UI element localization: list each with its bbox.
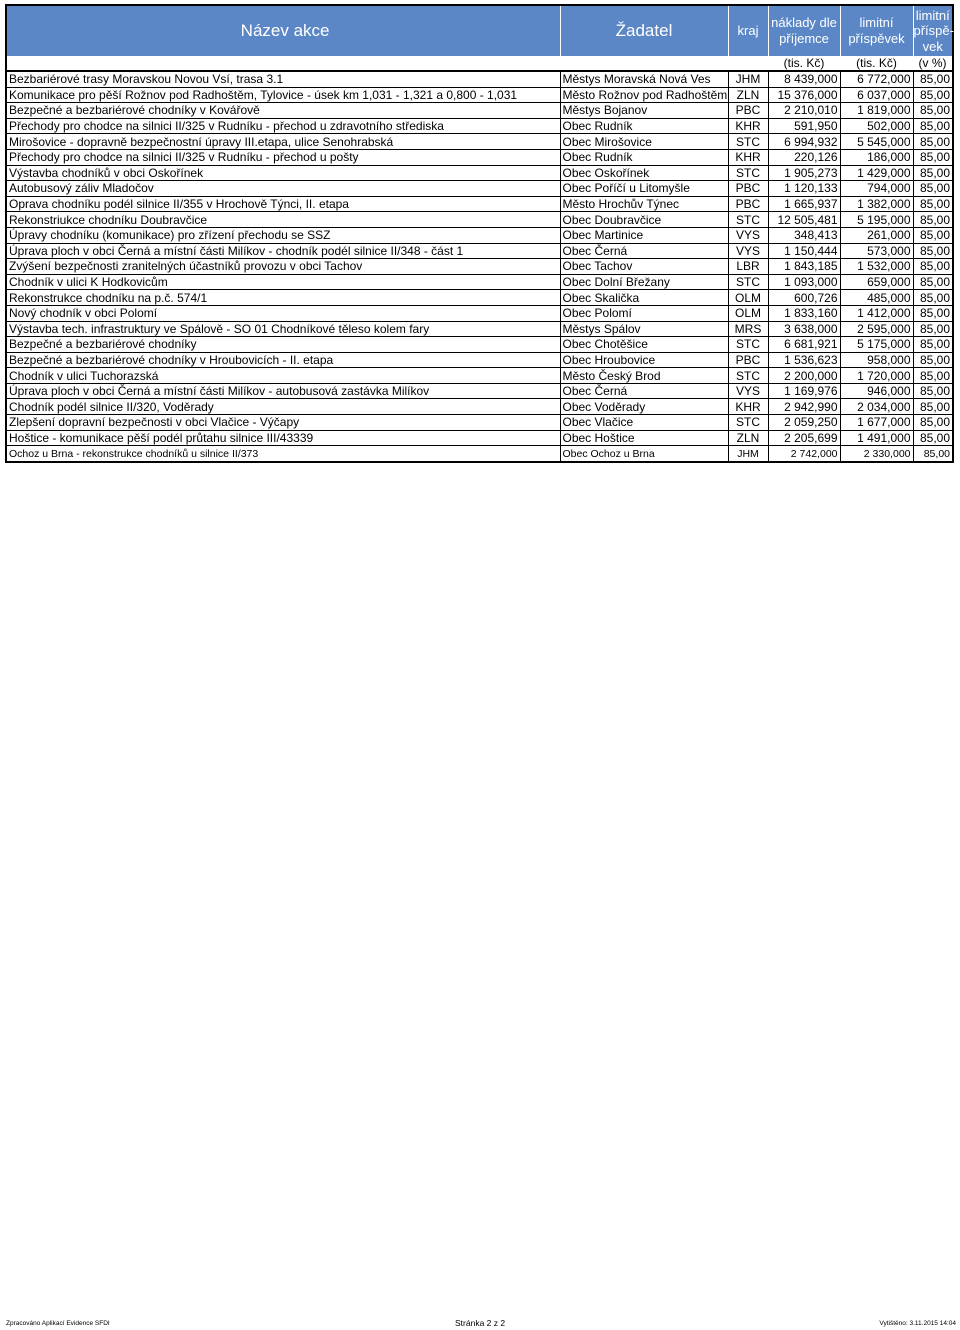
cell-kraj: KHR xyxy=(728,149,768,165)
table-row xyxy=(6,274,953,290)
table-row xyxy=(6,87,953,103)
cell-zadatel: Obec Oskořínek xyxy=(560,165,728,181)
cell-akce: Výstavba tech. infrastruktury ve Spálově - SO 01 Chodníkové těleso kolem fary xyxy=(6,321,560,337)
cell-pct: 85,00 xyxy=(913,71,953,87)
cell-naklady: 1 833,160 xyxy=(768,305,840,321)
cell-naklady: 15 376,000 xyxy=(768,87,840,103)
unit-limitni: (tis. Kč) xyxy=(840,56,913,71)
cell-pct: 85,00 xyxy=(913,196,953,212)
unit-empty-1 xyxy=(6,56,560,71)
cell-naklady: 348,413 xyxy=(768,227,840,243)
cell-akce: Bezpečné a bezbariérové chodníky v Kovářově xyxy=(6,103,560,119)
unit-pct: (v %) xyxy=(913,56,953,71)
table-row xyxy=(6,149,953,165)
cell-zadatel: Obec Černá xyxy=(560,383,728,399)
cell-pct: 85,00 xyxy=(913,212,953,228)
cell-naklady: 1 093,000 xyxy=(768,274,840,290)
cell-akce: Hoštice - komunikace pěší podél průtahu silnice III/43339 xyxy=(6,430,560,446)
footer-printed: Vytištěno: 3.11.2015 14:04 xyxy=(879,1320,956,1327)
cell-naklady: 1 843,185 xyxy=(768,259,840,275)
cell-akce: Nový chodník v obci Polomí xyxy=(6,305,560,321)
cell-kraj: ZLN xyxy=(728,87,768,103)
cell-limit: 1 677,000 xyxy=(840,415,913,431)
cell-akce: Výstavba chodníků v obci Oskořínek xyxy=(6,165,560,181)
cell-kraj: STC xyxy=(728,368,768,384)
cell-limit: 502,000 xyxy=(840,118,913,134)
table-row xyxy=(6,103,953,119)
cell-limit: 946,000 xyxy=(840,383,913,399)
table-row xyxy=(6,290,953,306)
unit-naklady: (tis. Kč) xyxy=(768,56,840,71)
cell-naklady: 1 536,623 xyxy=(768,352,840,368)
cell-zadatel: Obec Hroubovice xyxy=(560,352,728,368)
cell-pct: 85,00 xyxy=(913,134,953,150)
cell-limit: 1 532,000 xyxy=(840,259,913,275)
cell-pct: 85,00 xyxy=(913,290,953,306)
header-row xyxy=(6,5,953,56)
cell-kraj: JHM xyxy=(728,71,768,87)
cell-akce: Oprava chodníku podél silnice II/355 v Hrochově Týnci, II. etapa xyxy=(6,196,560,212)
unit-empty-3 xyxy=(728,56,768,71)
table-row xyxy=(6,196,953,212)
cell-limit: 5 195,000 xyxy=(840,212,913,228)
cell-kraj: KHR xyxy=(728,118,768,134)
cell-zadatel: Obec Poříčí u Litomyšle xyxy=(560,181,728,197)
table-row xyxy=(6,71,953,87)
cell-zadatel: Město Český Brod xyxy=(560,368,728,384)
cell-akce: Rekonstrukce chodníku na p.č. 574/1 xyxy=(6,290,560,306)
cell-naklady: 2 200,000 xyxy=(768,368,840,384)
cell-limit: 5 175,000 xyxy=(840,337,913,353)
cell-naklady: 2 742,000 xyxy=(768,446,840,462)
cell-pct: 85,00 xyxy=(913,305,953,321)
cell-limit: 1 491,000 xyxy=(840,430,913,446)
cell-kraj: STC xyxy=(728,165,768,181)
table-row xyxy=(6,227,953,243)
cell-zadatel: Město Rožnov pod Radhoštěm xyxy=(560,87,728,103)
cell-naklady: 1 905,273 xyxy=(768,165,840,181)
cell-kraj: VYS xyxy=(728,383,768,399)
cell-pct: 85,00 xyxy=(913,415,953,431)
cell-naklady: 600,726 xyxy=(768,290,840,306)
footer-left: Zpracováno Aplikací Evidence SFDI xyxy=(6,1320,110,1327)
table-row xyxy=(6,305,953,321)
cell-kraj: STC xyxy=(728,337,768,353)
cell-akce: Úprava ploch v obci Černá a místní části Milíkov - autobusová zastávka Milíkov xyxy=(6,383,560,399)
header-limitni-pct: limitní příspě-vek xyxy=(913,5,953,56)
cell-akce: Zlepšení dopravní bezpečnosti v obci Vlačice - Výčapy xyxy=(6,415,560,431)
cell-naklady: 8 439,000 xyxy=(768,71,840,87)
cell-kraj: STC xyxy=(728,134,768,150)
table-row xyxy=(6,415,953,431)
cell-zadatel: Obec Martinice xyxy=(560,227,728,243)
cell-naklady: 1 150,444 xyxy=(768,243,840,259)
cell-limit: 794,000 xyxy=(840,181,913,197)
cell-naklady: 6 994,932 xyxy=(768,134,840,150)
cell-akce: Zvýšení bezpečnosti zranitelných účastníků provozu v obci Tachov xyxy=(6,259,560,275)
cell-pct: 85,00 xyxy=(913,368,953,384)
table-row xyxy=(6,321,953,337)
cell-pct: 85,00 xyxy=(913,181,953,197)
cell-limit: 573,000 xyxy=(840,243,913,259)
cell-zadatel: Obec Voděrady xyxy=(560,399,728,415)
cell-limit: 5 545,000 xyxy=(840,134,913,150)
cell-kraj: PBC xyxy=(728,196,768,212)
cell-pct: 85,00 xyxy=(913,446,953,462)
cell-pct: 85,00 xyxy=(913,430,953,446)
cell-limit: 1 429,000 xyxy=(840,165,913,181)
units-row xyxy=(6,56,953,71)
table-row xyxy=(6,352,953,368)
cell-kraj: OLM xyxy=(728,290,768,306)
cell-kraj: STC xyxy=(728,212,768,228)
cell-naklady: 591,950 xyxy=(768,118,840,134)
cell-kraj: PBC xyxy=(728,103,768,119)
cell-zadatel: Obec Černá xyxy=(560,243,728,259)
cell-naklady: 2 210,010 xyxy=(768,103,840,119)
table-row xyxy=(6,243,953,259)
cell-naklady: 220,126 xyxy=(768,149,840,165)
cell-zadatel: Obec Polomí xyxy=(560,305,728,321)
cell-pct: 85,00 xyxy=(913,118,953,134)
header-akce: Název akce xyxy=(6,5,560,56)
cell-zadatel: Městys Moravská Nová Ves xyxy=(560,71,728,87)
table-row xyxy=(6,259,953,275)
cell-akce: Bezpečné a bezbariérové chodníky xyxy=(6,337,560,353)
cell-zadatel: Obec Rudník xyxy=(560,118,728,134)
cell-zadatel: Obec Vlačice xyxy=(560,415,728,431)
cell-limit: 659,000 xyxy=(840,274,913,290)
unit-empty-2 xyxy=(560,56,728,71)
cell-naklady: 1 665,937 xyxy=(768,196,840,212)
cell-zadatel: Obec Rudník xyxy=(560,149,728,165)
table-row xyxy=(6,399,953,415)
cell-naklady: 12 505,481 xyxy=(768,212,840,228)
cell-akce: Bezpečné a bezbariérové chodníky v Hroubovicích - II. etapa xyxy=(6,352,560,368)
cell-limit: 6 772,000 xyxy=(840,71,913,87)
cell-pct: 85,00 xyxy=(913,149,953,165)
cell-kraj: PBC xyxy=(728,352,768,368)
table-row xyxy=(6,430,953,446)
footer-page: Stránka 2 z 2 xyxy=(455,1318,506,1328)
cell-pct: 85,00 xyxy=(913,227,953,243)
cell-limit: 261,000 xyxy=(840,227,913,243)
cell-zadatel: Obec Dolní Břežany xyxy=(560,274,728,290)
table-row xyxy=(6,134,953,150)
cell-limit: 186,000 xyxy=(840,149,913,165)
cell-akce: Ochoz u Brna - rekonstrukce chodníků u silnice II/373 xyxy=(6,446,560,462)
cell-pct: 85,00 xyxy=(913,243,953,259)
cell-naklady: 1 169,976 xyxy=(768,383,840,399)
cell-pct: 85,00 xyxy=(913,321,953,337)
table-row xyxy=(6,368,953,384)
cell-pct: 85,00 xyxy=(913,399,953,415)
cell-zadatel: Obec Skalička xyxy=(560,290,728,306)
table-row xyxy=(6,446,953,462)
cell-limit: 485,000 xyxy=(840,290,913,306)
cell-akce: Přechody pro chodce na silnici II/325 v Rudníku - přechod u pošty xyxy=(6,149,560,165)
cell-zadatel: Obec Chotěšice xyxy=(560,337,728,353)
table-row xyxy=(6,181,953,197)
cell-pct: 85,00 xyxy=(913,274,953,290)
cell-akce: Chodník v ulici Tuchorazská xyxy=(6,368,560,384)
table-row xyxy=(6,118,953,134)
cell-kraj: STC xyxy=(728,415,768,431)
cell-kraj: JHM xyxy=(728,446,768,462)
table-row xyxy=(6,383,953,399)
cell-zadatel: Obec Tachov xyxy=(560,259,728,275)
cell-limit: 1 819,000 xyxy=(840,103,913,119)
cell-kraj: PBC xyxy=(728,181,768,197)
cell-zadatel: Obec Ochoz u Brna xyxy=(560,446,728,462)
cell-kraj: ZLN xyxy=(728,430,768,446)
cell-naklady: 1 120,133 xyxy=(768,181,840,197)
cell-kraj: MRS xyxy=(728,321,768,337)
cell-pct: 85,00 xyxy=(913,352,953,368)
cell-limit: 1 412,000 xyxy=(840,305,913,321)
cell-kraj: LBR xyxy=(728,259,768,275)
cell-akce: Úpravy chodníku (komunikace) pro zřízení přechodu se SSZ xyxy=(6,227,560,243)
projects-table xyxy=(5,4,954,463)
cell-naklady: 2 942,990 xyxy=(768,399,840,415)
cell-akce: Rekonstriukce chodníku Doubravčice xyxy=(6,212,560,228)
cell-akce: Chodník v ulici K Hodkovicům xyxy=(6,274,560,290)
cell-kraj: VYS xyxy=(728,243,768,259)
cell-zadatel: Městys Bojanov xyxy=(560,103,728,119)
cell-limit: 2 330,000 xyxy=(840,446,913,462)
cell-zadatel: Obec Doubravčice xyxy=(560,212,728,228)
cell-zadatel: Městys Spálov xyxy=(560,321,728,337)
cell-akce: Chodník podél silnice II/320, Voděrady xyxy=(6,399,560,415)
cell-limit: 2 595,000 xyxy=(840,321,913,337)
table-row xyxy=(6,337,953,353)
header-limitni: limitní příspěvek xyxy=(840,5,913,56)
cell-kraj: KHR xyxy=(728,399,768,415)
cell-zadatel: Město Hrochův Týnec xyxy=(560,196,728,212)
table-body xyxy=(6,71,953,462)
cell-zadatel: Obec Hoštice xyxy=(560,430,728,446)
cell-kraj: OLM xyxy=(728,305,768,321)
cell-kraj: STC xyxy=(728,274,768,290)
cell-kraj: VYS xyxy=(728,227,768,243)
cell-limit: 6 037,000 xyxy=(840,87,913,103)
cell-naklady: 2 059,250 xyxy=(768,415,840,431)
cell-pct: 85,00 xyxy=(913,87,953,103)
cell-pct: 85,00 xyxy=(913,383,953,399)
cell-naklady: 3 638,000 xyxy=(768,321,840,337)
cell-naklady: 6 681,921 xyxy=(768,337,840,353)
cell-limit: 1 720,000 xyxy=(840,368,913,384)
table-row xyxy=(6,212,953,228)
cell-limit: 958,000 xyxy=(840,352,913,368)
cell-akce: Autobusový záliv Mladočov xyxy=(6,181,560,197)
cell-limit: 2 034,000 xyxy=(840,399,913,415)
cell-akce: Bezbariérové trasy Moravskou Novou Vsí, trasa 3.1 xyxy=(6,71,560,87)
cell-pct: 85,00 xyxy=(913,103,953,119)
header-zadatel: Žadatel xyxy=(560,5,728,56)
cell-akce: Komunikace pro pěší Rožnov pod Radhoštěm, Tylovice - úsek km 1,031 - 1,321 a 0,800 - 1,031 xyxy=(6,87,560,103)
cell-zadatel: Obec Mirošovice xyxy=(560,134,728,150)
header-kraj: kraj xyxy=(728,5,768,56)
header-naklady: náklady dle příjemce xyxy=(768,5,840,56)
cell-pct: 85,00 xyxy=(913,165,953,181)
cell-pct: 85,00 xyxy=(913,259,953,275)
cell-akce: Přechody pro chodce na silnici II/325 v Rudníku - přechod u zdravotního střediska xyxy=(6,118,560,134)
cell-naklady: 2 205,699 xyxy=(768,430,840,446)
cell-akce: Mirošovice - dopravně bezpečnostní úpravy III.etapa, ulice Senohrabská xyxy=(6,134,560,150)
table-row xyxy=(6,165,953,181)
cell-pct: 85,00 xyxy=(913,337,953,353)
cell-akce: Úprava ploch v obci Černá a místní části Milíkov - chodník podél silnice II/348 - část 1 xyxy=(6,243,560,259)
cell-limit: 1 382,000 xyxy=(840,196,913,212)
